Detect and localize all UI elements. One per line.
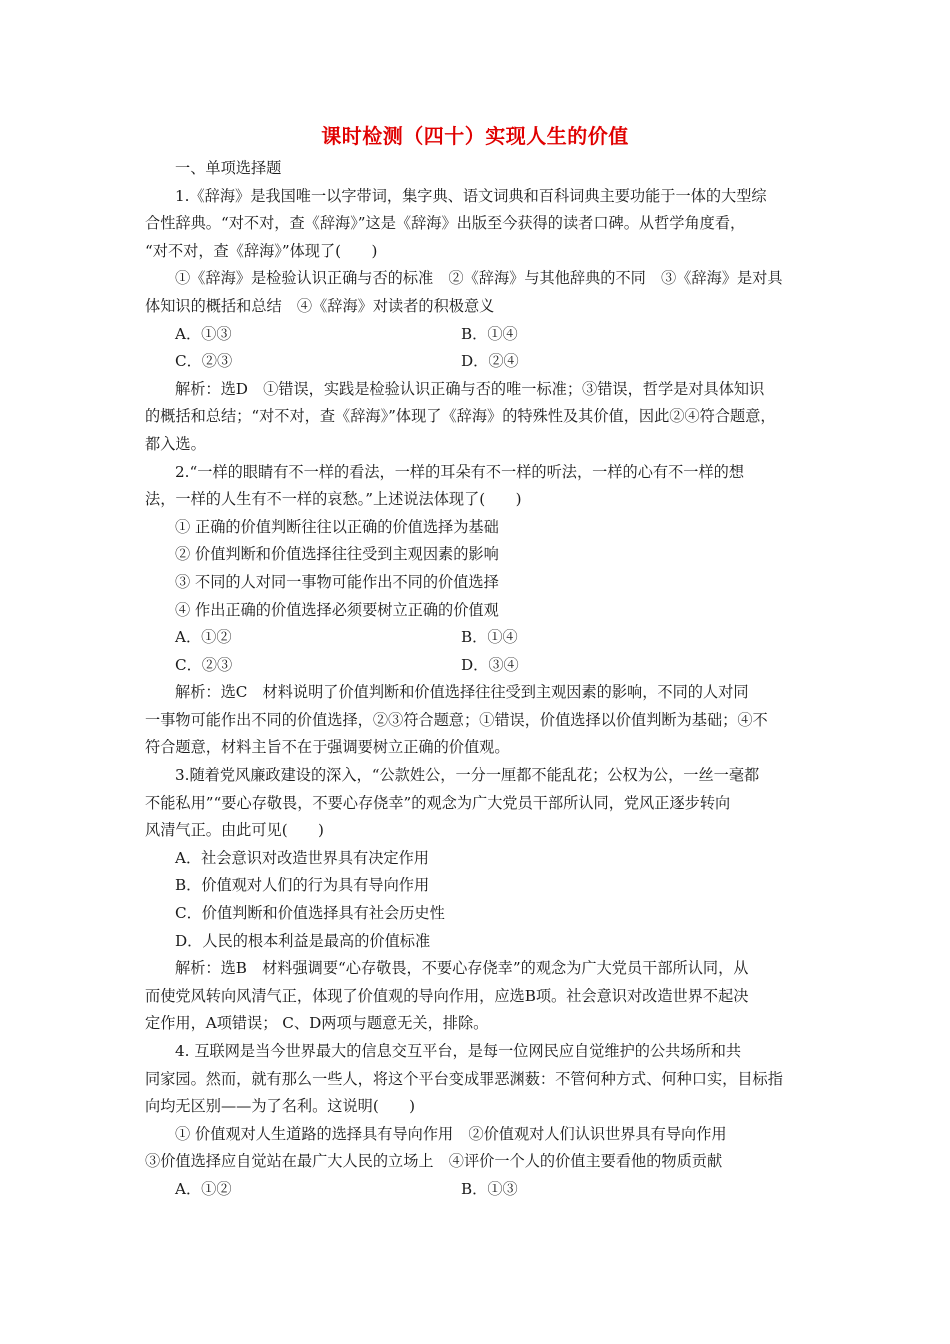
question-stem-line: 2.“一样的眼睛有不一样的看法，一样的耳朵有不一样的听法，一样的心有不一样的想 — [175, 462, 745, 481]
answer-analysis-line: 符合题意，材料主旨不在于强调要树立正确的价值观。 — [145, 738, 510, 757]
question-items-line: 体知识的概括和总结 ④《辞海》对读者的积极意义 — [145, 296, 495, 315]
answer-analysis-line: 的概括和总结；“对不对，查《辞海》”体现了《辞海》的特殊性及其价值，因此②④符合题意， — [145, 407, 776, 426]
question-stem-line: “对不对，查《辞海》”体现了( ) — [145, 241, 378, 260]
question-items-line: ③价值选择应自觉站在最广大人民的立场上 ④评价一个人的价值主要看他的物质贡献 — [145, 1152, 723, 1171]
answer-analysis-line: 解析：选B 材料强调要“心存敬畏，不要心存侥幸”的观念为广大党员干部所认同，从 — [175, 959, 749, 978]
question-stem-line: 1.《辞海》是我国唯一以字带词，集字典、语文词典和百科词典主要功能于一体的大型综 — [175, 186, 767, 205]
question-item: ② 价值判断和价值选择往往受到主观因素的影响 — [175, 545, 499, 564]
question-stem-line: 4. 互联网是当今世界最大的信息交互平台，是每一位网民应自觉维护的公共场所和共 — [175, 1042, 742, 1060]
question-stem-line: 3.随着党风廉政建设的深入，“公款姓公，一分一厘都不能乱花；公权为公，一丝一毫都 — [175, 766, 760, 785]
option-c: C．②③ — [175, 352, 233, 371]
question-stem-line: 合性辞典。“对不对，查《辞海》”这是《辞海》出版至今获得的读者口碑。从哲学角度看， — [145, 214, 746, 233]
question-item: ④ 作出正确的价值选择必须要树立正确的价值观 — [175, 600, 499, 619]
page-title: 课时检测（四十）实现人生的价值 — [321, 124, 629, 148]
option-d: D．③④ — [461, 655, 519, 674]
question-stem-line: 风清气正。由此可见( ) — [145, 821, 324, 840]
document-body — [145, 155, 805, 1204]
answer-analysis-line: 解析：选C 材料说明了价值判断和价值选择往往受到主观因素的影响，不同的人对同 — [175, 683, 749, 702]
answer-analysis-line: 一事物可能作出不同的价值选择，②③符合题意；①错误，价值选择以价值判断为基础；④不 — [145, 710, 768, 729]
answer-analysis-line: 解析：选D ①错误，实践是检验认识正确与否的唯一标准；③错误，哲学是对具体知识 — [175, 379, 765, 398]
option-b: B．①④ — [461, 628, 518, 647]
question-1 — [145, 183, 805, 459]
option-b: B．①③ — [461, 1179, 518, 1198]
question-item: ③ 不同的人对同一事物可能作出不同的价值选择 — [175, 572, 499, 591]
section-heading: 一、单项选择题 — [175, 159, 282, 177]
question-stem-line: 同家园。然而，就有那么一些人，将这个平台变成罪恶渊薮：不管何种方式、何种口实，目标指 — [145, 1069, 783, 1088]
question-items-line: ①《辞海》是检验认识正确与否的标准 ②《辞海》与其他辞典的不同 ③《辞海》是对具 — [175, 269, 783, 288]
option-row — [145, 321, 805, 349]
option-row — [145, 624, 805, 652]
question-items-line: ① 价值观对人生道路的选择具有导向作用 ②价值观对人们认识世界具有导向作用 — [175, 1124, 727, 1143]
answer-analysis-line: 而使党风转向风清气正，体现了价值观的导向作用，应选B项。社会意识对改造世界不起决 — [145, 986, 749, 1005]
answer-analysis-line: 都入选。 — [145, 434, 206, 453]
question-3 — [145, 762, 805, 1038]
option-a: A．①② — [175, 1179, 232, 1198]
question-item: ① 正确的价值判断往往以正确的价值选择为基础 — [175, 517, 499, 536]
option-a: A．社会意识对改造世界具有决定作用 — [175, 848, 429, 867]
option-b: B．价值观对人们的行为具有导向作用 — [175, 876, 430, 895]
option-c: C．②③ — [175, 655, 233, 674]
option-a: A．①② — [175, 628, 232, 647]
question-stem-line: 不能私用”“要心存敬畏，不要心存侥幸”的观念为广大党员干部所认同，党风正逐步转向 — [145, 793, 731, 812]
option-row — [145, 652, 805, 680]
option-row — [145, 1176, 805, 1204]
option-b: B．①④ — [461, 324, 518, 343]
option-d: D．人民的根本利益是最高的价值标准 — [175, 931, 431, 950]
option-d: D．②④ — [461, 352, 519, 371]
question-2 — [145, 459, 805, 763]
question-stem-line: 向均无区别——为了名利。这说明( ) — [145, 1097, 416, 1116]
option-c: C．价值判断和价值选择具有社会历史性 — [175, 904, 445, 923]
option-a: A．①③ — [175, 324, 232, 343]
option-row — [145, 348, 805, 376]
question-stem-line: 法，一样的人生有不一样的哀愁。”上述说法体现了( ) — [145, 490, 522, 509]
question-4 — [145, 1038, 805, 1204]
answer-analysis-line: 定作用，A项错误； C、D两项与题意无关，排除。 — [145, 1014, 489, 1033]
